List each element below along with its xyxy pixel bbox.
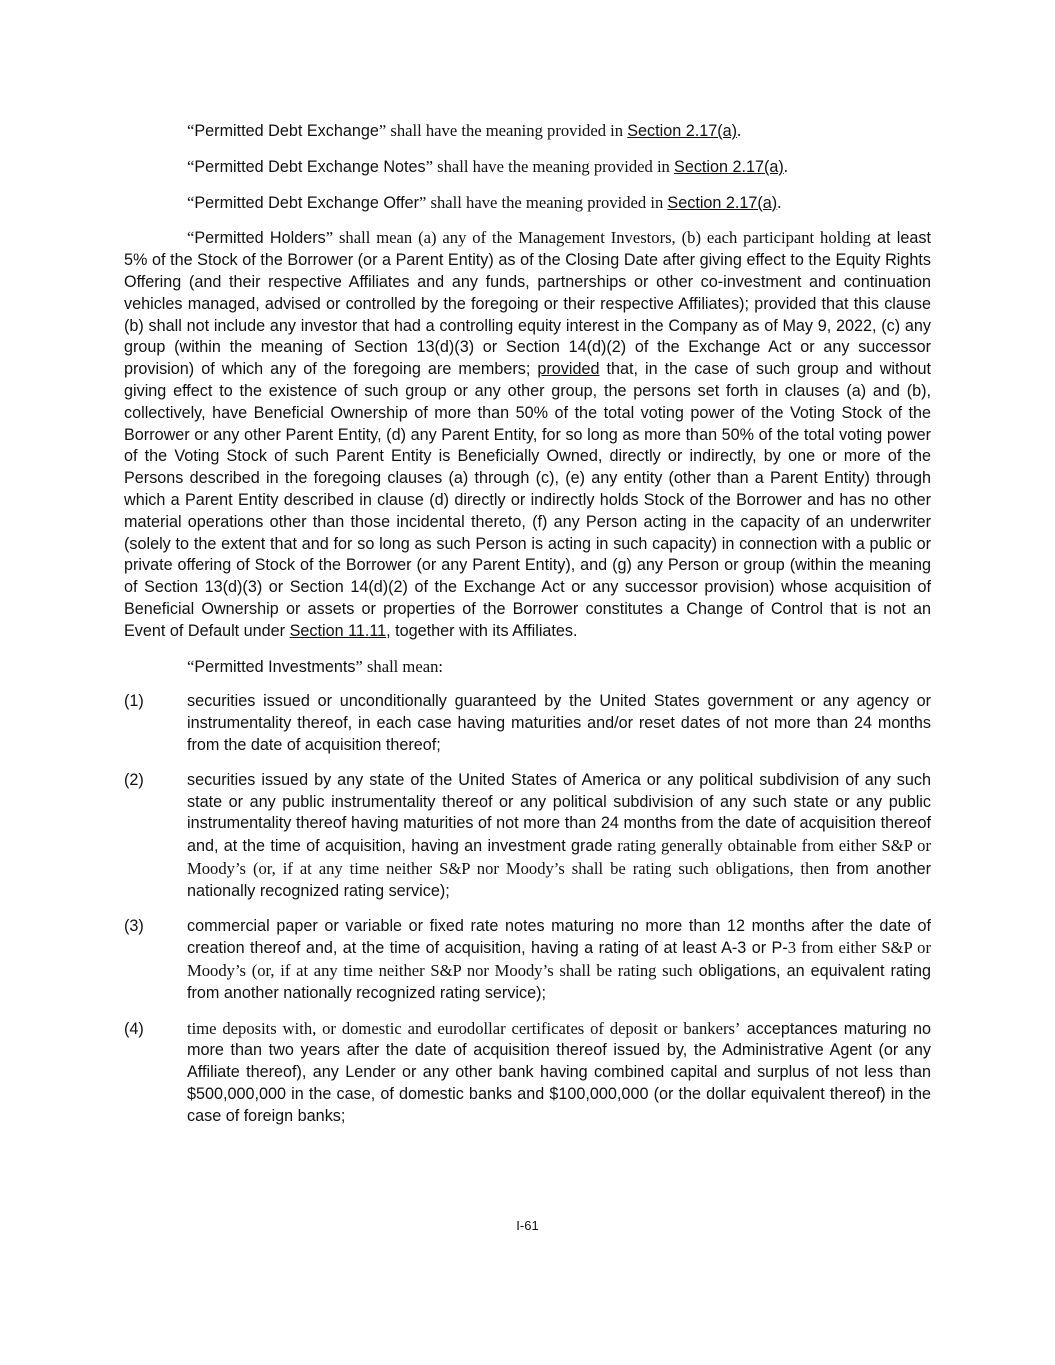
page-number: I-61 — [516, 1218, 539, 1233]
list-item-number: (1) — [124, 692, 144, 711]
list-item-number: (2) — [124, 770, 144, 789]
list-item-text: acceptances maturing no more than two years after the date of acquisition thereof issued by, the Administrative Agent (or any Affiliate thereof), any Lender or any other bank having combined capital and surplus of not less than $500,000,000 in the case, of domestic banks and $100,000,000 (or the dollar equivalent thereof) in the case of foreign banks; — [187, 1019, 931, 1125]
list-item-number: (3) — [124, 916, 144, 935]
definition-end: . — [783, 156, 788, 176]
open-quote: “ — [187, 228, 195, 248]
definition-body: shall have the meaning provided in — [386, 121, 628, 140]
list-item-text: securities issued or unconditionally guaranteed by the United States government or any agency or instrumentality thereof, in each case having maturities and/or reset dates of not more than 24 months from the date of acquisition thereof; — [187, 692, 931, 754]
defined-term: Permitted Debt Exchange Offer — [194, 193, 420, 212]
list-item — [124, 691, 931, 756]
definition-end: . — [737, 121, 742, 140]
section-reference-link[interactable]: Section 11.11 — [289, 621, 387, 640]
list-item-text: securities issued by any state of the United States of America or any political subdivision of any such state or any public instrumentality thereof or any political subdivision of any such state or any public instrumentality thereof having maturities of not more than 24 months from the date of acquisition thereof and, at the time of acquisition, having an investment grade — [187, 770, 931, 856]
section-reference-link[interactable]: Section 2.17(a) — [667, 193, 778, 212]
document-page — [124, 120, 931, 1141]
list-item-text-serif: 3 from either S&P or Moody’s (or, if at any time neither S&P nor Moody’s shall be rating such — [187, 938, 931, 981]
definition-body: shall mean: — [362, 656, 443, 676]
list-item-text-tail: obligations, an equivalent rating from another nationally recognized rating service); — [187, 962, 931, 1002]
definition-permitted-debt-exchange-notes — [124, 156, 931, 179]
list-item-text: commercial paper or variable or fixed rate notes maturing no more than 12 months after the date of creation thereof and, at the time of acquisition, having a rating of at least A-3 or P- — [187, 916, 931, 958]
definition-body: at least 5% of the Stock of the Borrower (or a Parent Entity) as of the Closing Date after giving effect to the Equity Rights Offering (and their respective Affiliates and any funds, partnerships or other co-investment and continuation vehicles managed, advised or controlled by the foregoing or their respective Affiliates); provided that this clause (b) shall not include any investor that had a controlling equity interest in the Company as of May 9, 2022, (c) any group (within the meaning of Section 13(d)(3) or Section 14(d)(2) of the Exchange Act or any successor provision) of which any of the foregoing are members; — [124, 229, 931, 379]
definition-permitted-debt-exchange — [124, 120, 931, 143]
open-quote: “ — [187, 656, 195, 676]
close-quote: ” — [425, 156, 433, 176]
list-item-number: (4) — [124, 1019, 144, 1038]
definition-permitted-debt-exchange-offer — [124, 192, 931, 215]
definition-body: shall have the meaning provided in — [426, 192, 668, 212]
section-reference-link[interactable]: Section 2.17(a) — [674, 157, 784, 176]
list-item — [124, 770, 931, 903]
close-quote: ” — [325, 228, 334, 248]
open-quote: “ — [187, 121, 195, 140]
list-item-text-tail: from another nationally recognized rating service); — [187, 859, 931, 900]
close-quote: ” — [419, 192, 427, 212]
defined-term: Permitted Debt Exchange Notes — [194, 157, 426, 176]
close-quote: ” — [355, 656, 363, 676]
definition-permitted-investments — [124, 656, 931, 679]
definition-body: shall have the meaning provided in — [433, 156, 675, 176]
definition-end: . — [777, 192, 782, 212]
provided-emphasis: provided — [537, 360, 600, 379]
list-item-text-serif: time deposits with, or domestic and eurodollar certificates of deposit or bankers’ — [187, 1018, 741, 1038]
section-reference-link[interactable]: Section 2.17(a) — [627, 122, 738, 140]
close-quote: ” — [378, 121, 387, 140]
definition-lead: shall mean (a) any of the Management Investors, (b) each participant holding — [333, 228, 871, 248]
defined-term: Permitted Investments — [194, 657, 356, 676]
definition-permitted-holders — [124, 227, 931, 642]
open-quote: “ — [187, 192, 195, 212]
list-item — [124, 1018, 931, 1128]
defined-term: Permitted Holders — [194, 229, 326, 248]
definition-body-continued: that, in the case of such group and without giving effect to the existence of such group or any other group, the persons set forth in clauses (a) and (b), collectively, have Beneficial Ownership of more than 50% of the total voting power of the Voting Stock of the Borrower or any other Parent Entity, (d) any Parent Entity, for so long as more than 50% of the total voting power of the Voting Stock of such Parent Entity is Beneficially Owned, directly or indirectly, by one or more of the Persons described in the foregoing clauses (a) through (c), (e) any entity (other than a Parent Entity) through which a Parent Entity described in clause (d) directly or indirectly holds Stock of the Borrower and has no other material operations other than those incidental thereto, (f) any Person acting in the capacity of an underwriter (solely to the extent that and for so long as such Person is acting in such capacity) in connection with a public or private offering of Stock of the Borrower (or any Parent Entity), and (g) any Person or group (within the meaning of Section 13(d)(3) or Section 14(d)(2) of the Exchange Act or any successor provision) whose acquisition of Beneficial Ownership or assets or properties of the Borrower constitutes a Change of Control that is not an Event of Default under — [124, 360, 931, 640]
definition-end: , together with its Affiliates. — [386, 621, 578, 640]
list-item-text-serif: rating generally obtainable from either S&P or Moody’s (or, if at any time neither S&P nor Moody’s shall be rating such obligations, then — [187, 836, 931, 878]
defined-term: Permitted Debt Exchange — [194, 122, 379, 140]
list-item — [124, 916, 931, 1005]
open-quote: “ — [187, 156, 195, 176]
